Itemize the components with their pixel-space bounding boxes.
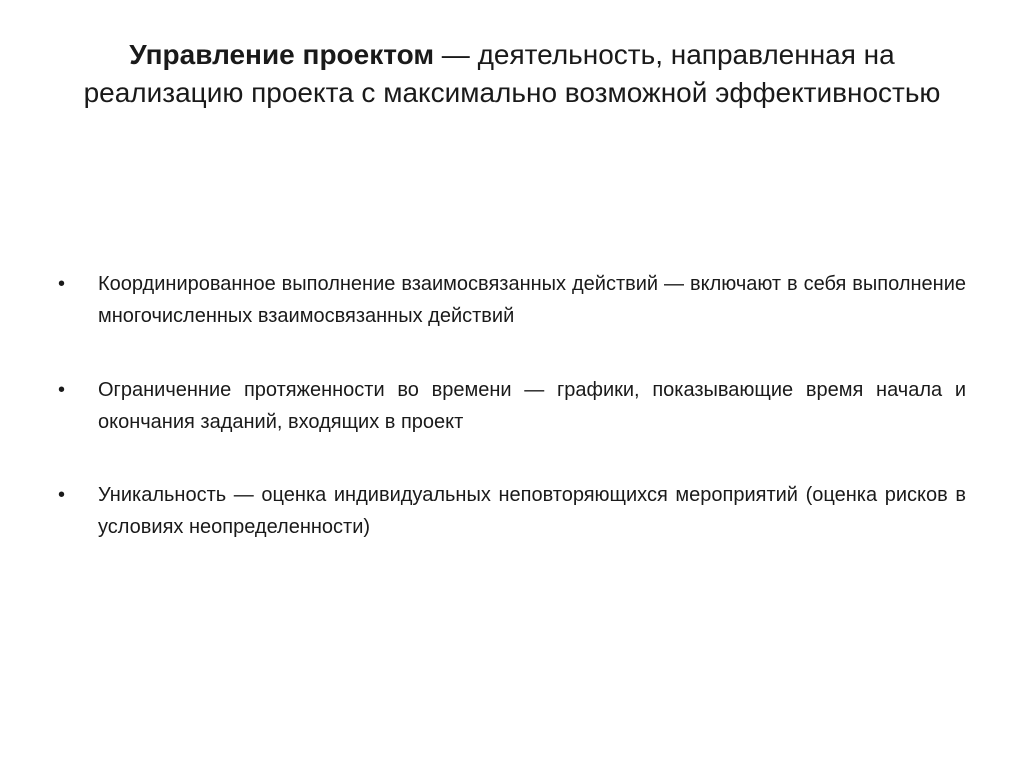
list-item <box>56 268 966 332</box>
bullet-icon: • <box>58 273 66 295</box>
list-item-text: Уникальность — оценка индивидуальных неповторяющихся мероприятий (оценка рисков в условиях неопределенности) <box>98 484 966 538</box>
bullet-icon: • <box>58 379 66 401</box>
title-definition: — деятельность, направленная на реализацию проекта с максимально возможной эффективностью <box>83 39 941 108</box>
list-item <box>56 479 966 543</box>
list-item <box>56 374 966 438</box>
bullet-list <box>56 268 966 585</box>
slide-title <box>60 36 964 112</box>
bullet-icon: • <box>58 484 66 506</box>
title-bold-term: Управление проектом <box>129 39 435 70</box>
list-item-text: Ограниченние протяженности во времени — графики, показывающие время начала и окончания заданий, входящих в проект <box>98 379 966 433</box>
list-item-text: Координированное выполнение взаимосвязанных действий — включают в себя выполнение многочисленных взаимосвязанных действий <box>98 273 966 327</box>
